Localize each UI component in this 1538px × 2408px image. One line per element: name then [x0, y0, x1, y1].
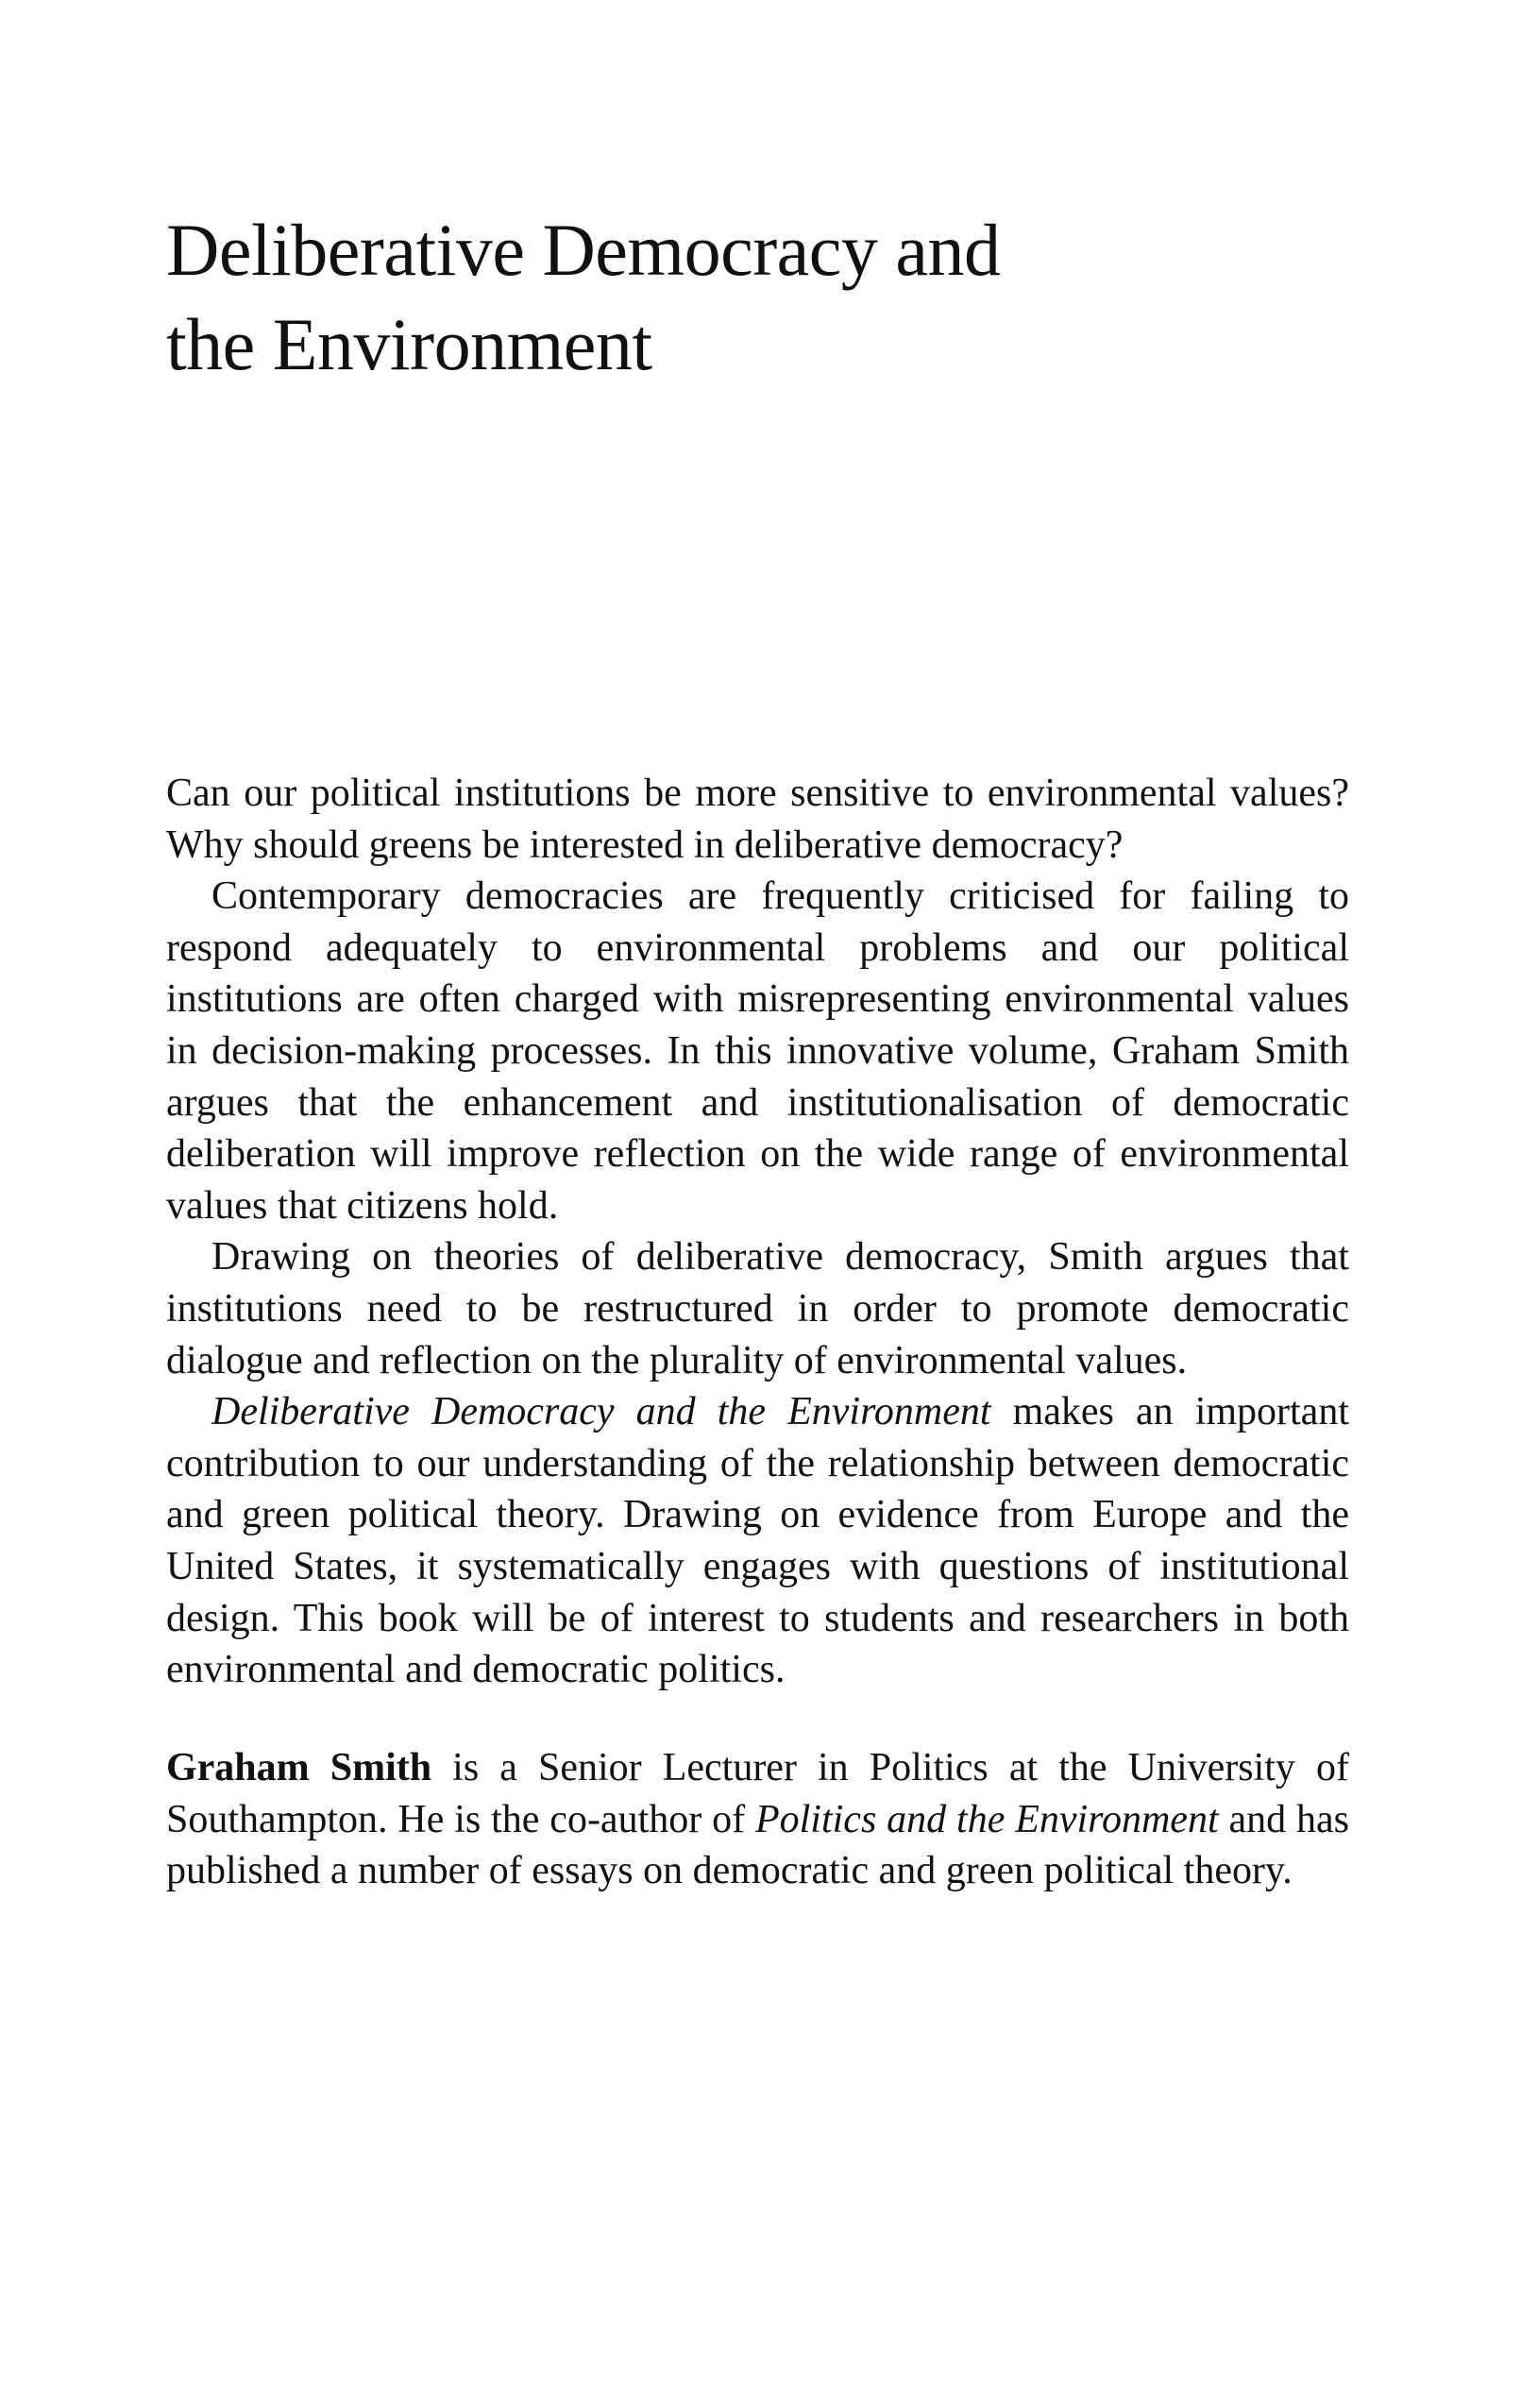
- coauthored-book-title: Politics and the Environment: [754, 1797, 1219, 1841]
- author-bio: [166, 1742, 1349, 1897]
- book-title-line-1: Deliberative Democracy and: [166, 209, 1001, 291]
- author-name: Graham Smith: [166, 1746, 432, 1789]
- book-title-line-2: the Environment: [166, 303, 652, 385]
- book-title: [166, 203, 1394, 392]
- blurb-paragraph-4-text: makes an important contribution to our understanding of the relationship between democratic and green political theory. Drawing on evidence from Europe and the United States, it systematically engages with questions of institutional design. This book will be of interest to students and researchers in both environmental and democratic politics.: [166, 1390, 1349, 1692]
- book-title-reference: Deliberative Democracy and the Environment: [211, 1390, 991, 1434]
- blurb-paragraph-3: Drawing on theories of deliberative democracy, Smith argues that institutions need to be restructured in order to promote democratic dialogue and reflection on the plurality of environmental values.: [166, 1235, 1349, 1382]
- blurb-paragraph-4: [166, 1386, 1349, 1696]
- author-bio-text-2: and has published a number of essays on democratic and green political theory.: [166, 1797, 1350, 1893]
- author-bio-paragraph: [166, 1742, 1349, 1897]
- blurb-paragraph-2: Contemporary democracies are frequently criticised for failing to respond adequately to environmental problems and our political institutions are often charged with misrepresenting environmental values in decision-making processes. In this innovative volume, Graham Smith argues that the enhancement and institutionalisation of democratic deliberation will improve reflection on the wide range of environmental values that citizens hold.: [166, 874, 1349, 1228]
- author-bio-text-1: is a Senior Lecturer in Politics at the University of Southampton. He is the co-author of: [166, 1746, 1350, 1841]
- book-blurb: [166, 768, 1349, 1696]
- blurb-paragraph-1: Can our political institutions be more sensitive to environmental values? Why should greens be interested in deliberative democracy?: [166, 772, 1349, 867]
